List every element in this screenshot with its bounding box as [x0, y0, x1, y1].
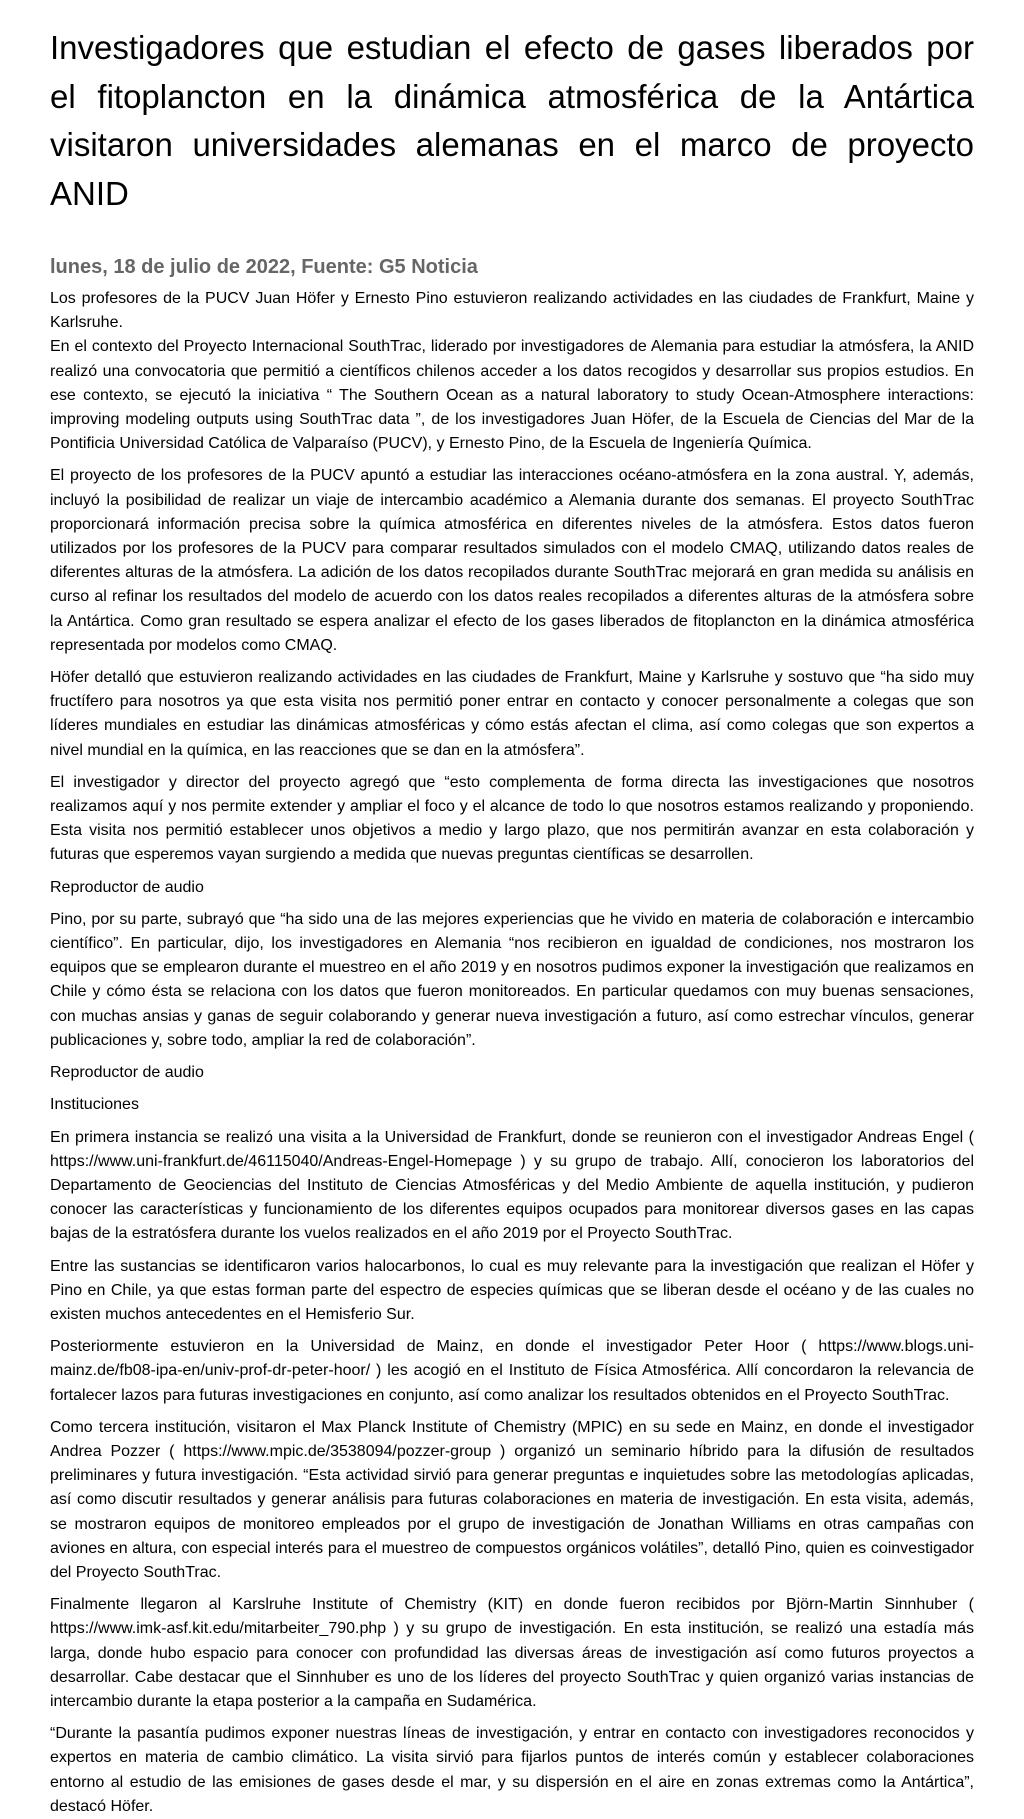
paragraph-closing-quote: “Durante la pasantía pudimos exponer nuestras líneas de investigación, y entrar en contacto con investigadores reconocidos y expertos en materia de cambio climático. La visita sirvió para fijarlos puntos de interés común y establecer colaboraciones entorno al estudio de las emisiones de gases desde el mar, y su dispersión en el aire en zonas extremas como la Antártica”, destacó Höfer.	[50, 1725, 974, 1815]
paragraph-kit: Finalmente llegaron al Karslruhe Institute of Chemistry (KIT) en donde fueron recibidos por Björn-Martin Sinnhuber ( https://www.imk-asf.kit.edu/mitarbeiter_790.php ) y su grupo de investigación. En esta institución, se realizó una estadía más larga, donde hubo espacio para conocer con profundidad las diversas áreas de investigación así como futuros proyectos a desarrollar. Cabe destacar que el Sinnhuber es uno de los líderes del proyecto SouthTrac y quien organizó varias instancias de intercambio durante la etapa posterior a la campaña en Sudamérica.	[50, 1596, 974, 1710]
paragraph-pino-quote: Pino, por su parte, subrayó que “ha sido una de las mejores experiencias que he vivido en materia de colaboración e intercambio científico”. En particular, dijo, los investigadores en Alemania “nos recibieron en igualdad de condiciones, nos mostraron los equipos que se emplearon durante el muestreo en el año 2019 y en nosotros pudimos exponer la investigación que realizamos en Chile y cómo ésta se relaciona con los datos que fueron monitoreados. En particular quedamos con muy buenas sensaciones, con muchas ansias y ganas de seguir colaborando y generar nueva investigación a futuro, así como estrechar vínculos, generar publicaciones y, sobre todo, ampliar la red de colaboración”.	[50, 910, 974, 1049]
paragraph-frankfurt: En primera instancia se realizó una visita a la Universidad de Frankfurt, donde se reunieron con el investigador Andreas Engel ( https://www.uni-frankfurt.de/46115040/Andreas-Engel-Homepage ) y su grupo de trabajo. Allí, conocieron los laboratorios del Departamento de Geociencias del Instituto de Ciencias Atmosféricas y del Medio Ambiente de aquella institución, y pudieron conocer las características y funcionamiento de los diferentes equipos ocupados para monitorear diversos gases en las capas bajas de la estratósfera durante los vuelos realizados en el año 2019 por el Proyecto SouthTrac.	[50, 1128, 974, 1243]
paragraph-halocarbons: Entre las sustancias se identificaron varios halocarbonos, lo cual es muy relevante para la investigación que realizan el Höfer y Pino en Chile, ya que estas forman parte del espectro de especies químicas que se liberan desde el océano y de las cuales no existen muchos antecedentes en el Hemisferio Sur.	[50, 1257, 974, 1323]
paragraph-mainz: Posteriormente estuvieron en la Universidad de Mainz, en donde el investigador Peter Hoor ( https://www.blogs.uni-mainz.de/fb08-ipa-en/univ-prof-dr-peter-hoor/ ) les acogió en el Instituto de Física Atmosférica. Allí concordaron la relevancia de fortalecer lazos para futuras investigaciones en conjunto, así como analizar los resultados obtenidos en el Proyecto SouthTrac.	[50, 1338, 974, 1404]
audio-player-label: Reproductor de audio	[50, 878, 204, 896]
audio-player-label: Reproductor de audio	[50, 1064, 204, 1082]
article-date-source: lunes, 18 de julio de 2022, Fuente: G5 Noticia	[50, 256, 478, 278]
lead-paragraph: Los profesores de la PUCV Juan Höfer y Ernesto Pino estuvieron realizando actividades en las ciudades de Frankfurt, Maine y Karlsruhe.	[50, 290, 974, 332]
section-heading-instituciones: Instituciones	[50, 1096, 139, 1114]
paragraph-hofer-quote: Höfer detalló que estuvieron realizando actividades en las ciudades de Frankfurt, Maine y Karlsruhe y sostuvo que “ha sido muy fructífero para nosotros ya que esta visita nos permitió poner entrar en contacto y conocer personalmente a colegas que son líderes mundiales en estudiar las dinámicas atmosféricas y cómo estás afectan el clima, así como colegas que son expertos a nivel mundial en la química, en las reacciones que se dan en la atmósfera”.	[50, 669, 974, 759]
paragraph-director-quote: El investigador y director del proyecto agregó que “esto complementa de forma directa las investigaciones que nosotros realizamos aquí y nos permite extender y ampliar el foco y el alcance de todo lo que nosotros estamos realizando y proponiendo. Esta visita nos permitió establecer unos objetivos a medio y largo plazo, que nos permitirán avanzar en esta colaboración y futuras que esperemos vayan surgiendo a medida que nuevas preguntas científicas se desarrollen.	[50, 773, 974, 864]
paragraph-context: En el contexto del Proyecto Internacional SouthTrac, liderado por investigadores de Alemania para estudiar la atmósfera, la ANID realizó una convocatoria que permitió a científicos chilenos acceder a los datos recogidos y desarrollar sus propios estudios. En ese contexto, se ejecutó la iniciativa “ The Southern Ocean as a natural laboratory to study Ocean-Atmosphere interactions: improving modeling outputs using SouthTrac data ”, de los investigadores Juan Höfer, de la Escuela de Ciencias del Mar de la Pontificia Universidad Católica de Valparaíso (PUCV), y Ernesto Pino, de la Escuela de Ingeniería Química.	[50, 338, 974, 453]
paragraph-mpic: Como tercera institución, visitaron el Max Planck Institute of Chemistry (MPIC) en su sede en Mainz, en donde el investigador Andrea Pozzer ( https://www.mpic.de/3538094/pozzer-group ) organizó un seminario híbrido para la difusión de resultados preliminares y futura investigación. “Esta actividad sirvió para generar preguntas e inquietudes sobre las metodologías aplicadas, así como discutir resultados y generar análisis para futuras colaboraciones en materia de investigación. En esta visita, además, se mostraron equipos de monitoreo empleados por el grupo de investigación de Jonathan Williams en otras campañas con aviones en altura, con especial interés para el muestreo de compuestos orgánicos volátiles”, detalló Pino, quien es coinvestigador del Proyecto SouthTrac.	[50, 1418, 974, 1581]
paragraph-project: El proyecto de los profesores de la PUCV apuntó a estudiar las interacciones océano-atmósfera en la zona austral. Y, además, incluyó la posibilidad de realizar un viaje de intercambio académico a Alemania durante dos semanas. El proyecto SouthTrac proporcionará información precisa sobre la química atmosférica en diferentes niveles de la atmósfera. Estos datos fueron utilizados por los profesores de la PUCV para comparar resultados simulados con el modelo CMAQ, utilizando datos reales de diferentes alturas de la atmósfera. La adición de los datos recopilados durante SouthTrac mejorará en gran medida su análisis en curso al refinar los resultados del modelo de acuerdo con los datos reales recopilados a diferentes alturas de la atmósfera sobre la Antártica. Como gran resultado se espera analizar el efecto de los gases liberados de fitoplancton en la dinámica atmosférica representada por modelos como CMAQ.	[50, 467, 974, 654]
article-title: Investigadores que estudian el efecto de gases liberados por el fitoplancton en la dinámica atmosférica de la Antártica visitaron universidades alemanas en el marco de proyecto ANID	[50, 29, 974, 212]
